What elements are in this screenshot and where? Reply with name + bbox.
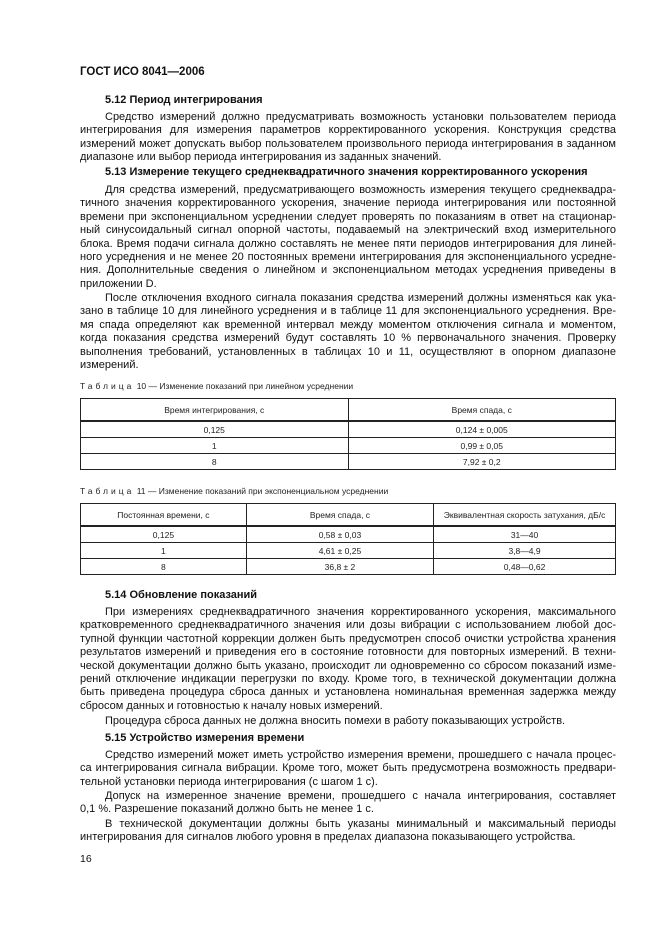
section-5-14-heading: 5.14 Обновление показаний — [105, 589, 258, 601]
section-5-15-paragraph-2 — [80, 790, 616, 817]
section-5-12-paragraph — [80, 111, 616, 165]
text-line: ного усреднения и не менее 20 постоянных времени интегрирования для экспоненциального усредне- — [80, 251, 616, 264]
column-header: Время спада, с — [348, 399, 616, 422]
text-line: интегрирования для измерения параметров корректированного ускорения. Конструкция средства — [80, 124, 616, 137]
section-5-15-paragraph-1 — [80, 749, 616, 789]
text-line: кратковременного среднеквадратичного значения или дозы вибрации с использованием любой дос- — [80, 619, 616, 632]
table-cell: 1 — [81, 543, 247, 559]
page-number: 16 — [80, 853, 92, 865]
section-5-13-paragraph-1 — [80, 184, 616, 291]
section-5-15-paragraph-3 — [80, 818, 616, 845]
text-line: Средство измерений должно предусматривать возможность установки пользователем периода — [105, 111, 616, 123]
section-5-12-heading: 5.12 Период интегрирования — [105, 94, 263, 106]
table-cell: 4,61 ± 0,25 — [246, 543, 433, 559]
table-cell: 0,125 — [81, 421, 349, 438]
text-line: 0,1 %. Разрешение показаний должно быть не менее 1 с. — [80, 803, 374, 816]
text-line: ческой документации должно быть указано, происходит ли одновременно со сбросом показаний изме- — [80, 659, 616, 672]
text-line: При измерениях среднеквадратичного значения корректированного ускорения, максимального — [105, 606, 616, 618]
table-cell: 0,124 ± 0,005 — [348, 421, 616, 438]
text-line: измерений. — [80, 359, 139, 372]
table-cell: 0,58 ± 0,03 — [246, 526, 433, 543]
text-line: интегрирования для сигналов любого уровня в пределах диапазона показывающего устройства. — [80, 831, 576, 844]
table-cell: 36,8 ± 2 — [246, 559, 433, 575]
column-header: Время интегрирования, с — [81, 399, 349, 422]
table-row — [81, 438, 616, 454]
text-line: В технической документации должны быть указаны минимальный и максимальный периоды — [105, 818, 616, 830]
table-row — [81, 454, 616, 470]
text-line: Для средства измерений, предусматривающего возможность измерения текущего среднеквадра- — [105, 184, 616, 196]
text-line: тупной функции частотной коррекции должен быть предусмотрен способ очистки устройства хранения — [80, 632, 616, 645]
text-line: диапазоне или выбор периода интегрирования из заданных значений. — [80, 151, 442, 164]
table-caption-text: 10 — Изменение показаний при линейном усреднении — [134, 381, 354, 391]
table-cell: 0,125 — [81, 526, 247, 543]
table-cell: 1 — [81, 438, 349, 454]
text-line: измерений может допускать выбор пользователем произвольного периода интегрирования в заданном — [80, 137, 616, 150]
document-header: ГОСТ ИСО 8041—2006 — [80, 66, 205, 78]
table-cell: 31—40 — [434, 526, 616, 543]
text-line: выполнения требований, установленных в таблицах 10 и 11, осуществляют в опорном диапазоне — [80, 345, 616, 358]
table-cell: 3,8—4,9 — [434, 543, 616, 559]
text-line: зано в таблице 10 для линейного усреднения и в таблице 11 для экспоненциального усреднения. Вре- — [80, 305, 616, 318]
table-cell: 0,99 ± 0,05 — [348, 438, 616, 454]
table-row — [81, 421, 616, 438]
table-11 — [80, 503, 616, 575]
text-line: тельной установки периода интегрирования (с шагом 1 с). — [80, 775, 378, 788]
section-5-13-paragraph-2 — [80, 292, 616, 372]
table-row — [81, 543, 616, 559]
text-line: Средство измерений может иметь устройство измерения времени, прошедшего с начала процес- — [105, 749, 616, 761]
table-cell: 7,92 ± 0,2 — [348, 454, 616, 470]
section-5-13-heading: 5.13 Измерение текущего среднеквадратичного значения корректированного ускорения — [105, 166, 588, 178]
text-line: быть приведена процедура сброса данных и установлена номинальная временная задержка между — [80, 686, 616, 699]
table-cell: 8 — [81, 454, 349, 470]
table-label: Таблица — [80, 381, 135, 391]
text-line: сбросом данных и готовностью к началу новых измерений. — [80, 699, 383, 712]
text-line: тичного значения корректированного ускорения, значение периода интегрирования или постоянной — [80, 197, 616, 210]
text-line: Процедура сброса данных не должна вносить помехи в работу показывающих устройств. — [105, 715, 566, 727]
text-line: блока. Время подачи сигнала должно составлять не менее пяти периодов интегрирования для линей- — [80, 237, 616, 250]
text-line: когда показания средства измерений будут составлять 10 % первоначального значения. Проверку — [80, 332, 616, 345]
table-10 — [80, 398, 616, 470]
column-header: Эквивалентная скорость затухания, дБ/с — [434, 504, 616, 527]
table-row — [81, 559, 616, 575]
text-line: рений отключение индикации перегрузки по входу. Кроме того, в технической документации должна — [80, 673, 616, 686]
text-line: Допуск на измеренное значение времени, прошедшего с начала интегрирования, составляет — [105, 790, 616, 802]
text-line: После отключения входного сигнала показания средства измерений должны изменяться как ука- — [105, 292, 616, 304]
text-line: приложении D. — [80, 277, 157, 290]
table-row — [81, 526, 616, 543]
text-line: результатов измерений и приведения его в состояние готовности для повторных измерений. В техни- — [80, 646, 616, 659]
text-line: са интегрирования сигнала вибрации. Кроме того, может быть предусмотрена возможность предвари- — [80, 762, 616, 775]
text-line: мя спада определяют как временной интервал между моментом отключения сигнала и моментом, — [80, 318, 616, 331]
text-line: времени при экспоненциальном усреднении следует проверять по показаниям в ответ на стационар- — [80, 210, 616, 223]
section-5-14-paragraph-1 — [80, 606, 616, 713]
section-5-15-heading: 5.15 Устройство измерения времени — [105, 732, 305, 744]
text-line: ный синусоидальный сигнал опорной частоты, подаваемый на электрический вход измерительного — [80, 224, 616, 237]
table-cell: 0,48—0,62 — [434, 559, 616, 575]
table-caption-text: 11 — Изменение показаний при экспоненциальном усреднении — [134, 486, 389, 496]
table-cell: 8 — [81, 559, 247, 575]
section-5-14-paragraph-2 — [80, 715, 616, 728]
column-header: Время спада, с — [246, 504, 433, 527]
table-label: Таблица — [80, 486, 135, 496]
column-header: Постоянная времени, с — [81, 504, 247, 527]
table-11-caption — [80, 486, 616, 496]
table-10-caption — [80, 381, 616, 391]
text-line: ния. Дополнительные сведения о линейном и экспоненциальном методах усреднения приведены в — [80, 264, 616, 277]
